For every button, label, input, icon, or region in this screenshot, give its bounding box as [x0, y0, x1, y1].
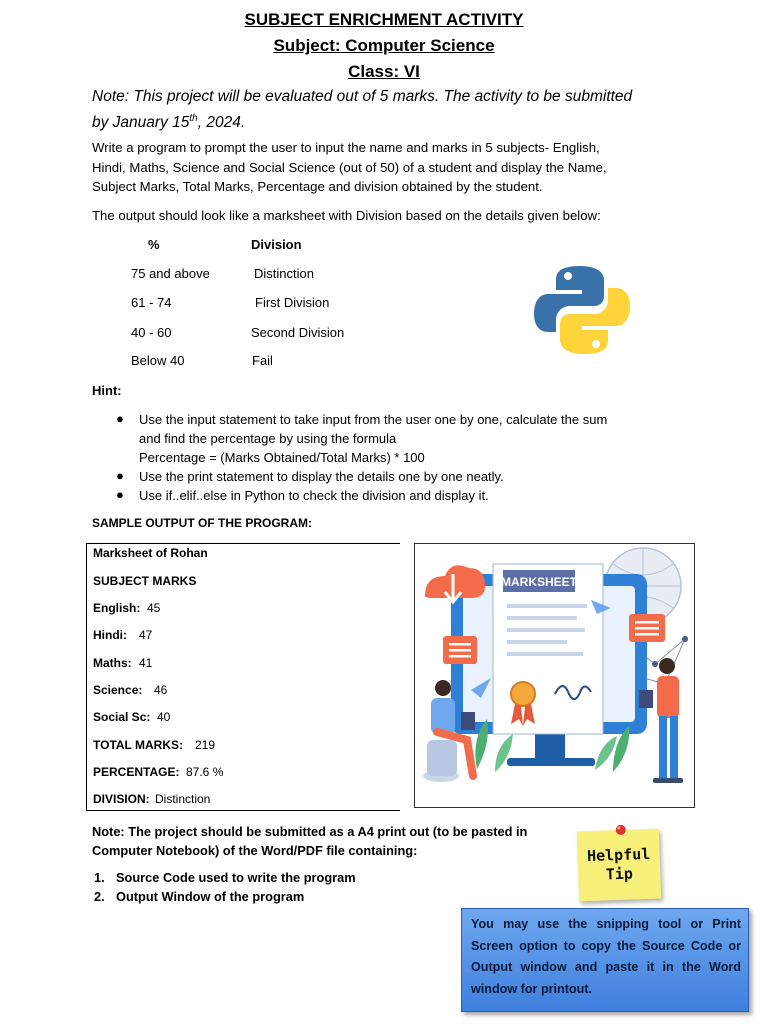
- subject-name: English:: [93, 601, 141, 615]
- marksheet-illustration: [414, 543, 695, 808]
- table-cell-range: 75 and above: [131, 266, 210, 281]
- tip-text: You may use the snipping tool or Print Screen option to copy the Source Code or Output window and paste it in the Word window for printout.: [471, 917, 741, 996]
- list-item: Source Code used to write the program: [116, 870, 356, 885]
- subject-name: Maths:: [93, 656, 132, 670]
- instructions-line: Subject Marks, Total Marks, Percentage and division obtained by the student.: [92, 179, 543, 194]
- subject-mark: 46: [154, 683, 168, 697]
- note-date-sup: th: [189, 113, 198, 124]
- hint-label: Hint:: [92, 383, 122, 398]
- evaluation-note-line2: [92, 108, 692, 134]
- list-item-number: 1.: [94, 870, 105, 885]
- percentage-value: 87.6 %: [186, 765, 224, 779]
- division-value: Distinction: [155, 792, 211, 806]
- hint-item: Use if..elif..else in Python to check the division and display it.: [139, 488, 489, 503]
- python-logo-icon: [534, 264, 630, 356]
- total-marks-label: TOTAL MARKS:: [93, 738, 183, 752]
- note-date-prefix: by January 15: [92, 114, 190, 132]
- subject-mark: 45: [147, 601, 161, 615]
- hint-item: [139, 410, 699, 467]
- sample-output-label: SAMPLE OUTPUT OF THE PROGRAM:: [92, 516, 312, 530]
- table-cell-range: 40 - 60: [131, 325, 172, 340]
- hint-item-line: Use the input statement to take input from the user one by one, calculate the sum: [139, 412, 608, 427]
- subject-mark: 41: [139, 656, 153, 670]
- marksheet-illustration-graphic: [415, 544, 694, 807]
- evaluation-note-line1: Note: This project will be evaluated out of 5 marks. The activity to be submitted: [92, 88, 633, 105]
- subject-mark: 40: [157, 710, 171, 724]
- table-cell-range: Below 40: [131, 353, 185, 368]
- note-date-suffix: , 2024.: [197, 114, 246, 132]
- submission-note-line: Computer Notebook) of the Word/PDF file containing:: [92, 843, 418, 858]
- table-header-division: Division: [251, 237, 302, 252]
- table-cell-range: 61 - 74: [131, 295, 172, 310]
- subject-name: Hindi:: [93, 628, 127, 642]
- output-intro: The output should look like a marksheet with Division based on the details given below:: [92, 208, 601, 223]
- tip-box: [461, 908, 749, 1012]
- percentage-label: PERCENTAGE:: [93, 765, 180, 779]
- marksheet-title: Marksheet of Rohan: [93, 546, 208, 560]
- marksheet-banner: MARKSHEET: [500, 575, 578, 589]
- subject-mark: 47: [139, 628, 153, 642]
- hint-item-line: and find the percentage by using the formula: [139, 431, 397, 446]
- bullet-icon: ●: [116, 468, 124, 483]
- subject-name: Science:: [93, 683, 143, 697]
- class-heading: Class: VI: [348, 62, 420, 81]
- subject-marks-label: SUBJECT MARKS: [93, 574, 197, 588]
- bullet-icon: ●: [116, 411, 124, 426]
- pushpin-icon: [613, 824, 629, 839]
- subject-name: Social Sc:: [93, 710, 151, 724]
- table-cell-division: First Division: [255, 295, 330, 310]
- page-title: SUBJECT ENRICHMENT ACTIVITY: [244, 10, 524, 29]
- submission-note-line: Note: The project should be submitted as a A4 print out (to be pasted in: [92, 824, 528, 839]
- helpful-tip-line: Tip: [605, 864, 634, 884]
- helpful-tip-sticky-note: [577, 829, 661, 902]
- division-label: DIVISION:: [93, 792, 150, 806]
- list-item-number: 2.: [94, 889, 105, 904]
- instructions-line: Hindi, Maths, Science and Social Science (out of 50) of a student and display the Name,: [92, 159, 607, 175]
- total-marks-value: 219: [195, 738, 216, 752]
- list-item: Output Window of the program: [116, 889, 305, 904]
- table-cell-division: Distinction: [254, 266, 314, 281]
- instructions-paragraph: [92, 138, 692, 197]
- subject-heading: Subject: Computer Science: [273, 36, 495, 55]
- evaluation-note: [92, 86, 692, 134]
- submission-note: [92, 822, 572, 860]
- hint-item-line: Percentage = (Marks Obtained/Total Marks) * 100: [139, 450, 425, 465]
- helpful-tip-line: Helpful: [586, 844, 651, 866]
- bullet-icon: ●: [116, 487, 124, 502]
- hint-item: Use the print statement to display the details one by one neatly.: [139, 469, 504, 484]
- instructions-line: Write a program to prompt the user to input the name and marks in 5 subjects- English,: [92, 140, 600, 155]
- helpful-tip-label: [577, 845, 660, 886]
- table-cell-division: Fail: [252, 353, 273, 368]
- table-header-percent: %: [148, 237, 160, 252]
- table-cell-division: Second Division: [251, 325, 345, 340]
